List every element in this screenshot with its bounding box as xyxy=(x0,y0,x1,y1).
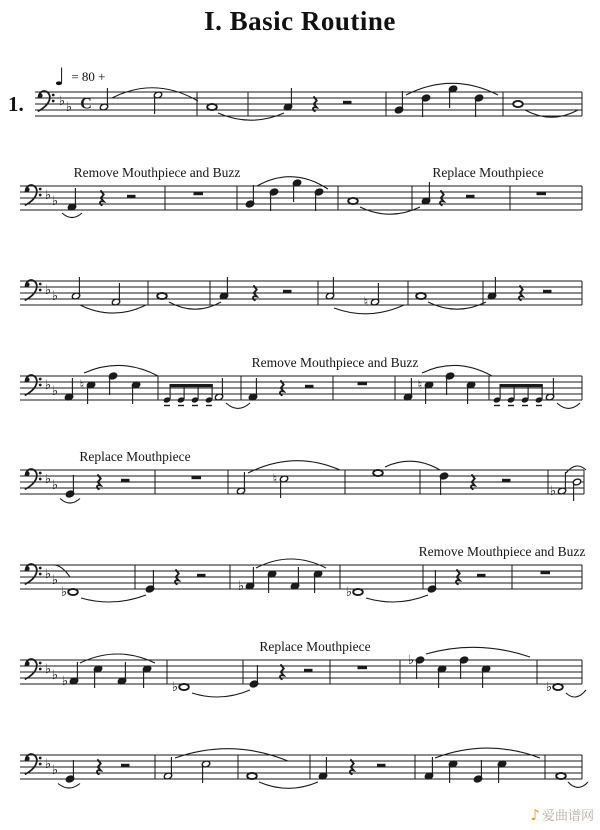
annotation-text: Remove Mouthpiece and Buzz xyxy=(251,355,419,370)
tie-slur xyxy=(557,403,580,408)
flat-icon: ♭ xyxy=(171,680,179,695)
whole-note xyxy=(553,684,563,690)
tie-slur xyxy=(566,466,586,473)
staff-3 xyxy=(20,277,582,314)
flat-icon: ♭ xyxy=(237,579,245,594)
tie-slur xyxy=(192,690,250,697)
half-rest xyxy=(304,669,313,672)
half-rest xyxy=(121,764,130,767)
tie-slur xyxy=(84,365,158,376)
quarter-note-icon: ♩ xyxy=(54,63,66,91)
tie-slur xyxy=(226,403,250,408)
flat-icon: ♭ xyxy=(51,668,59,683)
annotation-text: Remove Mouthpiece and Buzz xyxy=(418,544,586,559)
flat-icon: ♭ xyxy=(44,472,52,487)
staff-6 xyxy=(20,544,585,602)
half-rest xyxy=(466,195,475,198)
flat-icon: ♭ xyxy=(51,194,59,209)
whole-note xyxy=(348,198,358,204)
staff-7 xyxy=(20,639,586,697)
flat-icon: ♭ xyxy=(58,94,66,109)
tie-slur xyxy=(169,302,221,309)
half-rest xyxy=(543,290,552,293)
whole-rest xyxy=(537,192,547,195)
whole-note xyxy=(68,589,78,595)
bass-clef-icon xyxy=(26,375,37,395)
tie-slur xyxy=(60,499,80,504)
tie-slur xyxy=(426,647,530,657)
whole-rest xyxy=(194,192,204,195)
tie-slur xyxy=(80,654,155,663)
whole-note xyxy=(353,589,363,595)
annotation-text: Replace Mouthpiece xyxy=(79,449,191,464)
annotation-text: Remove Mouthpiece and Buzz xyxy=(73,165,241,180)
tie-slur xyxy=(428,302,486,309)
flat-icon: ♭ xyxy=(51,573,59,588)
tie-slur xyxy=(566,690,586,697)
natural-icon: ♮ xyxy=(417,378,423,393)
tie-slur xyxy=(80,305,146,313)
whole-note xyxy=(373,470,383,476)
staff-4 xyxy=(20,355,582,408)
flat-icon: ♭ xyxy=(51,763,59,778)
bass-clef-icon xyxy=(26,185,37,205)
flat-icon: ♭ xyxy=(549,484,557,499)
common-time-icon: C xyxy=(80,95,92,113)
tie-slur xyxy=(334,305,404,314)
bass-clef-icon xyxy=(26,754,37,774)
flat-icon: ♭ xyxy=(65,100,73,115)
beam xyxy=(170,384,213,387)
half-rest xyxy=(283,290,292,293)
tie-slur xyxy=(248,461,340,473)
flat-icon: ♭ xyxy=(44,283,52,298)
tie-slur xyxy=(256,559,326,568)
whole-note xyxy=(247,773,257,779)
flat-icon: ♭ xyxy=(345,585,353,600)
half-rest xyxy=(121,479,130,482)
whole-note xyxy=(556,773,566,779)
whole-rest xyxy=(541,571,551,574)
half-rest xyxy=(197,574,206,577)
flat-icon: ♭ xyxy=(44,567,52,582)
flat-icon: ♭ xyxy=(44,378,52,393)
whole-note xyxy=(157,293,167,299)
half-rest xyxy=(477,574,486,577)
tie-slur xyxy=(366,595,428,602)
tie-slur xyxy=(58,784,80,789)
flat-icon: ♭ xyxy=(51,478,59,493)
flat-icon: ♭ xyxy=(44,757,52,772)
tie-slur xyxy=(435,748,540,758)
whole-rest xyxy=(192,476,202,479)
bass-clef-icon xyxy=(26,564,37,584)
watermark-text: 爱曲谱网 xyxy=(541,809,594,824)
flat-icon: ♭ xyxy=(44,662,52,677)
half-rest xyxy=(127,195,136,198)
natural-icon: ♮ xyxy=(363,295,369,310)
music-note-icon: ♪ xyxy=(530,805,540,824)
whole-rest xyxy=(358,666,368,669)
bass-clef-icon xyxy=(26,469,37,489)
page-title: I. Basic Routine xyxy=(204,6,396,36)
tempo-text: = 80 + xyxy=(71,69,106,84)
tie-slur xyxy=(259,782,318,788)
flat-icon: ♭ xyxy=(51,384,59,399)
flat-icon: ♭ xyxy=(60,585,68,600)
bass-clef-icon xyxy=(26,659,37,679)
half-rest xyxy=(502,479,511,482)
bass-clef-icon xyxy=(39,91,50,111)
flat-icon: ♭ xyxy=(61,674,69,689)
exercise-number: 1. xyxy=(8,92,24,116)
tie-slur xyxy=(62,213,82,218)
flat-icon: ♭ xyxy=(44,188,52,203)
tie-slur xyxy=(360,207,420,214)
staff-5 xyxy=(20,449,586,503)
flat-icon: ♭ xyxy=(407,653,415,668)
staff-8 xyxy=(20,748,588,788)
half-rest xyxy=(343,101,352,104)
tie-slur xyxy=(385,461,440,470)
bass-clef-icon xyxy=(26,280,37,300)
tie-slur xyxy=(218,113,284,120)
whole-note xyxy=(207,104,217,110)
tie-slur xyxy=(422,365,492,376)
staff-2 xyxy=(20,165,582,218)
annotation-text: Replace Mouthpiece xyxy=(432,165,544,180)
natural-icon: ♮ xyxy=(272,472,278,487)
watermark xyxy=(530,805,594,824)
tie-slur xyxy=(81,595,146,602)
whole-note xyxy=(179,684,189,690)
half-rest xyxy=(305,385,314,388)
natural-icon: ♮ xyxy=(79,378,85,393)
annotation-text: Replace Mouthpiece xyxy=(259,639,371,654)
half-rest xyxy=(377,764,386,767)
flat-icon: ♭ xyxy=(545,680,553,695)
tie-slur xyxy=(568,782,588,787)
whole-note xyxy=(513,101,523,107)
staff-1 xyxy=(35,83,582,120)
whole-note xyxy=(416,293,426,299)
flat-icon: ♭ xyxy=(51,289,59,304)
whole-rest xyxy=(358,382,368,385)
beam xyxy=(500,384,543,387)
